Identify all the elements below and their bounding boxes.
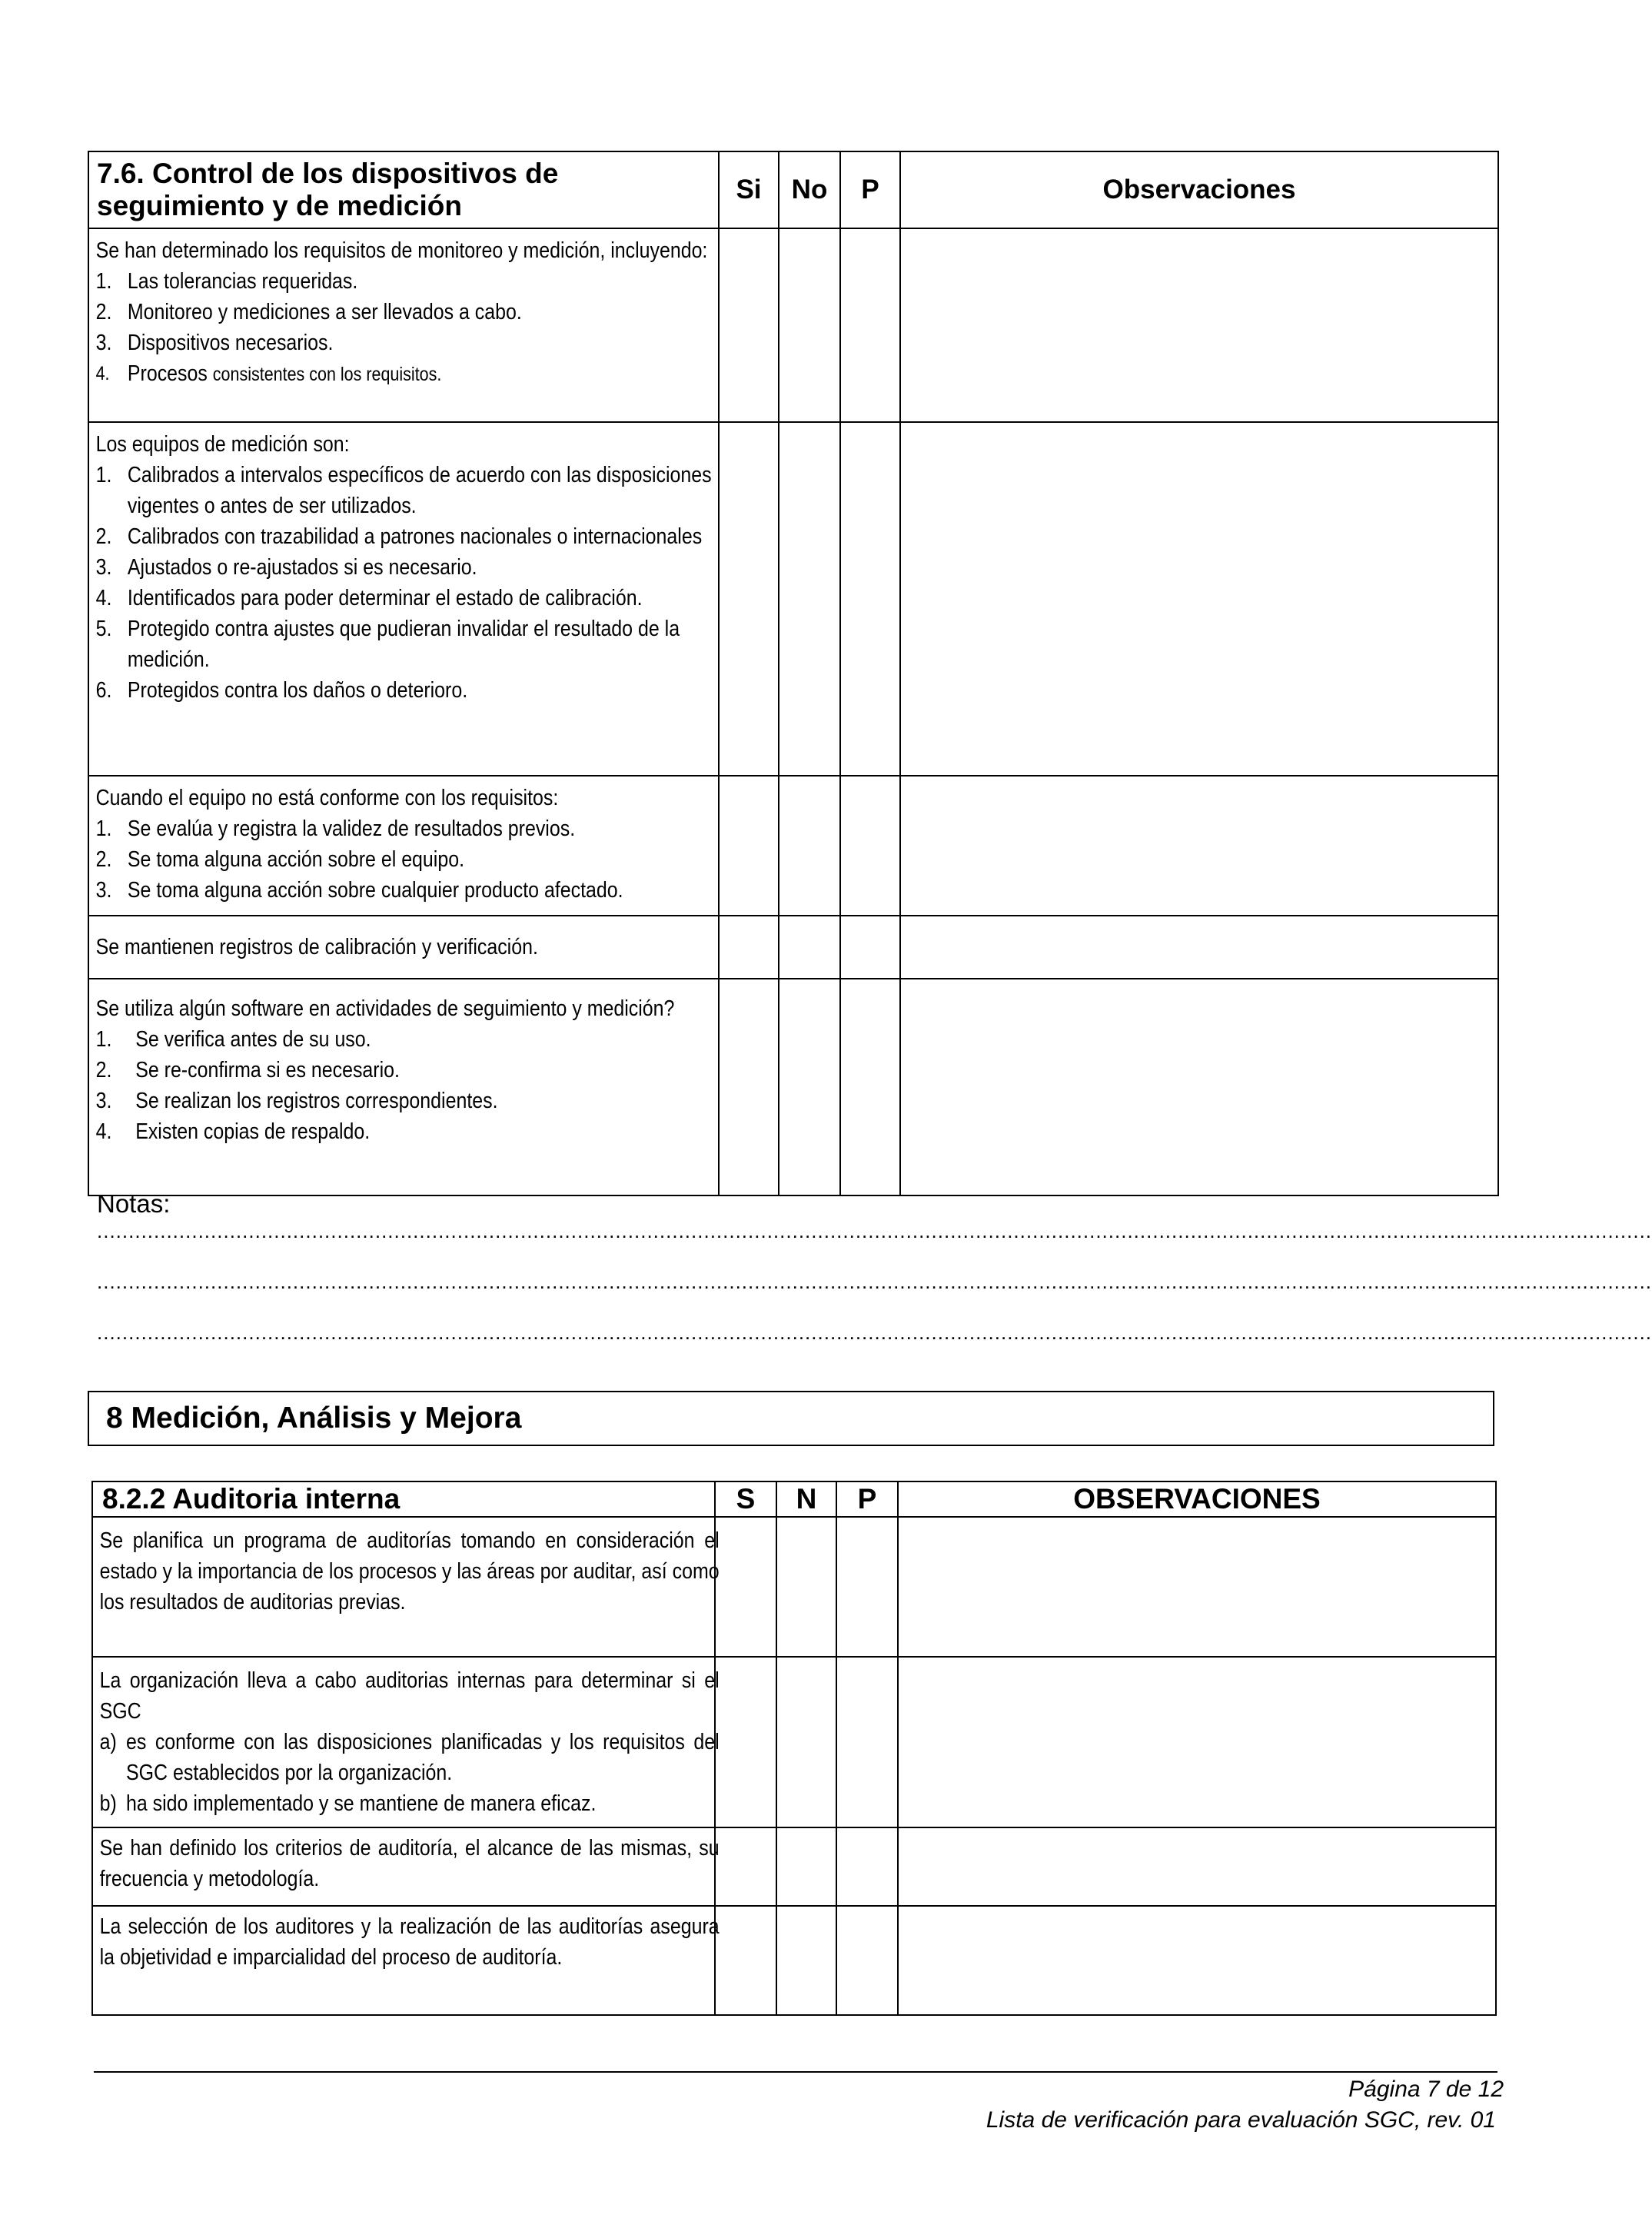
requirement-intro: La selección de los auditores y la realización de las auditorías asegura la objetividad e imparcialidad del proceso de auditoría.: [99, 1914, 720, 1970]
requirement-cell: [88, 916, 719, 979]
observaciones-cell[interactable]: [900, 422, 1498, 776]
notes-section: [97, 1189, 1652, 1372]
requirement-cell: [88, 228, 719, 422]
answer-no-cell[interactable]: [779, 979, 840, 1195]
list-item: 1. Las tolerancias requeridas.: [95, 269, 358, 294]
list-item: 2. Se re-confirma si es necesario.: [95, 1058, 400, 1082]
list-item: 6. Protegidos contra los daños o deterioro.: [95, 678, 468, 703]
requirement-cell: [92, 1906, 720, 2015]
column-header-p: P: [840, 151, 900, 228]
answer-p-cell[interactable]: [836, 1657, 898, 1827]
requirement-intro: La organización lleva a cabo auditorias internas para determinar si el SGC: [99, 1668, 720, 1724]
list-item: 1. Calibrados a intervalos específicos de acuerdo con las disposiciones vigentes o antes de ser utilizados.: [95, 463, 712, 518]
table-row: [92, 1657, 1496, 1827]
notes-line[interactable]: ......................................................................................................................................................................................................................................................: [97, 1270, 1652, 1293]
checklist-table-7-6: [88, 151, 1499, 1196]
requirement-cell: [92, 1827, 720, 1906]
column-header-p: P: [836, 1481, 898, 1517]
answer-p-cell[interactable]: [836, 1906, 898, 2015]
column-header-si: Si: [719, 151, 779, 228]
requirement-intro: Se han definido los criterios de auditoría, el alcance de las mismas, su frecuencia y metodología.: [99, 1836, 720, 1891]
column-header-no: No: [779, 151, 840, 228]
observaciones-cell[interactable]: [900, 916, 1498, 979]
footer-divider: [94, 2071, 1497, 2073]
list-item: 3. Se realizan los registros correspondientes.: [95, 1089, 498, 1113]
answer-p-cell[interactable]: [840, 422, 900, 776]
page-number: Página 7 de 12: [1348, 2077, 1504, 2102]
list-item: 3. Dispositivos necesarios.: [95, 331, 334, 355]
answer-p-cell[interactable]: [840, 916, 900, 979]
requirement-cell: [92, 1657, 720, 1827]
table-row: [88, 916, 1498, 979]
list-item: 3. Ajustados o re-ajustados si es necesario.: [95, 555, 477, 580]
column-header-n: N: [776, 1481, 836, 1517]
answer-p-cell[interactable]: [840, 776, 900, 916]
requirement-intro: Cuando el equipo no está conforme con los requisitos:: [95, 786, 559, 810]
list-item: 1. Se evalúa y registra la validez de resultados previos.: [95, 816, 576, 841]
table-row: [88, 422, 1498, 776]
column-header-s: S: [715, 1481, 776, 1517]
list-item: 3. Se toma alguna acción sobre cualquier producto afectado.: [95, 878, 623, 903]
list-item: 5. Protegido contra ajustes que pudieran invalidar el resultado de la medición.: [95, 617, 680, 672]
table-row: [92, 1827, 1496, 1906]
requirement-intro: Se utiliza algún software en actividades de seguimiento y medición?: [95, 996, 675, 1021]
notes-label: Notas:: [97, 1189, 171, 1218]
list-item: 4. Existen copias de respaldo.: [95, 1119, 371, 1144]
notes-line[interactable]: ......................................................................................................................................................................................................................................................: [97, 1219, 1652, 1242]
list-item: 4. Procesos consistentes con los requisitos.: [95, 361, 442, 386]
table-header-row: [92, 1481, 1496, 1517]
column-header-observaciones: Observaciones: [900, 151, 1498, 228]
document-title: Lista de verificación para evaluación SGC, rev. 01: [986, 2107, 1496, 2133]
list-item: a) es conforme con las disposiciones planificadas y los requisitos del SGC establecidos por la organización.: [99, 1730, 720, 1785]
requirement-intro: Se planifica un programa de auditorías tomando en consideración el estado y la importancia de los procesos y las áreas por auditar, así como los resultados de auditorias previas.: [99, 1528, 720, 1614]
list-item: 2. Calibrados con trazabilidad a patrones nacionales o internacionales: [95, 524, 703, 549]
list-item: 2. Monitoreo y mediciones a ser llevados a cabo.: [95, 300, 522, 324]
section-heading: 8 Medición, Análisis y Mejora: [88, 1391, 1494, 1446]
observaciones-cell[interactable]: [900, 979, 1498, 1195]
list-item: b) ha sido implementado y se mantiene de manera eficaz.: [99, 1791, 597, 1816]
checklist-table-8-2-2: [91, 1481, 1497, 2016]
table-row: [88, 228, 1498, 422]
observaciones-cell[interactable]: [898, 1827, 1496, 1906]
page-footer: [986, 2074, 1504, 2136]
answer-no-cell[interactable]: [779, 776, 840, 916]
requirement-intro: Se mantienen registros de calibración y verificación.: [95, 935, 538, 959]
answer-p-cell[interactable]: [836, 1827, 898, 1906]
requirement-cell: [92, 1517, 720, 1657]
table-row: [88, 979, 1498, 1195]
answer-n-cell[interactable]: [776, 1906, 836, 2015]
answer-n-cell[interactable]: [776, 1517, 836, 1657]
answer-p-cell[interactable]: [840, 228, 900, 422]
answer-no-cell[interactable]: [779, 916, 840, 979]
observaciones-cell[interactable]: [900, 228, 1498, 422]
answer-n-cell[interactable]: [776, 1827, 836, 1906]
answer-p-cell[interactable]: [840, 979, 900, 1195]
table-header-row: [88, 151, 1498, 228]
column-header-observaciones: OBSERVACIONES: [898, 1481, 1496, 1517]
requirement-cell: [88, 422, 719, 776]
answer-p-cell[interactable]: [836, 1517, 898, 1657]
list-item: 4. Identificados para poder determinar el estado de calibración.: [95, 586, 643, 610]
table-row: [92, 1906, 1496, 2015]
requirement-intro: Se han determinado los requisitos de monitoreo y medición, incluyendo:: [95, 238, 708, 263]
observaciones-cell[interactable]: [900, 776, 1498, 916]
notes-line[interactable]: ......................................................................................................................................................................................................................................................: [97, 1321, 1652, 1344]
answer-n-cell[interactable]: [776, 1657, 836, 1827]
requirement-cell: [88, 776, 719, 916]
table-title: 7.6. Control de los dispositivos de seguimiento y de medición: [88, 151, 719, 228]
requirement-intro: Los equipos de medición son:: [95, 432, 350, 457]
answer-no-cell[interactable]: [779, 422, 840, 776]
observaciones-cell[interactable]: [898, 1517, 1496, 1657]
list-item: 2. Se toma alguna acción sobre el equipo.: [95, 847, 465, 872]
table-row: [92, 1517, 1496, 1657]
table-row: [88, 776, 1498, 916]
answer-no-cell[interactable]: [779, 228, 840, 422]
observaciones-cell[interactable]: [898, 1906, 1496, 2015]
requirement-cell: [88, 979, 719, 1195]
table-title: 8.2.2 Auditoria interna: [92, 1481, 715, 1517]
observaciones-cell[interactable]: [898, 1657, 1496, 1827]
list-item: 1. Se verifica antes de su uso.: [95, 1027, 371, 1052]
